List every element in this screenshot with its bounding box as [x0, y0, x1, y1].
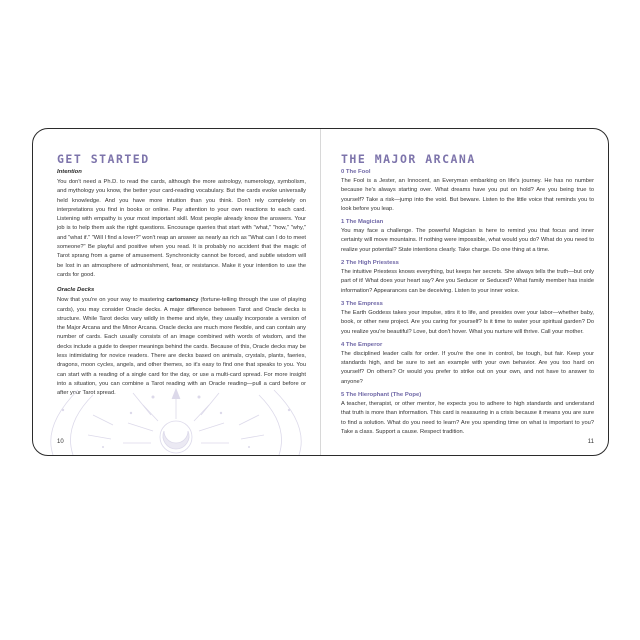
- oracle-decks-paragraph: [57, 296, 306, 398]
- arcana-entry-body: A teacher, therapist, or other mentor, he expects you to adhere to high standards and understand that truth is more than information. This card is reassuring in a crisis because it means you are sure to find a solution. What do you need to learn? Are you spending time on what is important to you? Take a class. Support a cause. Respect tradition.: [341, 401, 594, 435]
- oracle-text-end: (fortune-telling through the use of playing cards), you may consider Oracle decks. A major difference between Tarot and Oracle decks is structure. While Tarot decks vary wildly in theme and style, they usually incorporate a version of the Major Arcana and the Minor Arcana. Oracle decks are much more flexible, and can contain any number of cards. Each usually consists of an image combined with words of wisdom, and the decks include a guide to deeper meanings behind the cards. Because of this, Oracle decks may be less intimidating for novice readers. There are decks based on animals, crystals, plants, faeries, dragons, moon cycles, angels, and other themes, so it's easy to find one that speaks to you. You can start with a reading of a single card for the day, or use a multi-card spread. For more insight into a situation, you can combine a Tarot reading with an Oracle reading—pull a card before or after your Tarot spread.: [57, 297, 306, 397]
- oracle-decks-subheading: Oracle Decks: [57, 287, 95, 294]
- left-page: [33, 129, 320, 455]
- arcana-entry-body: You may face a challenge. The powerful Magician is here to remind you that focus and inner certainty will move mountains. If nothing were impossible, what would you do? What do you need to realize your potential? State intentions clearly. Take charge. Do one thing at a time.: [341, 228, 594, 253]
- celestial-decoration-icon: [33, 385, 320, 455]
- arcana-entry: [341, 218, 594, 255]
- cartomancy-term: cartomancy: [166, 297, 199, 304]
- arcana-entry-body: The Earth Goddess takes your impulse, stirs it to life, and presides over your labor—whether baby, book, or other new project. Are you caring for yourself? Is it time to water your spiritual garden? Do you realize you're beautiful? Love, but don't hover. What you nurture will thrive. Call your mother.: [341, 309, 594, 335]
- intention-subheading: Intention: [57, 169, 82, 175]
- arcana-entry: [341, 341, 594, 387]
- arcana-entry: [341, 259, 594, 296]
- arcana-entry-title: 2 The High Priestess: [341, 260, 399, 267]
- left-page-heading: GET STARTED: [57, 152, 150, 166]
- arcana-entry-title: 1 The Magician: [341, 219, 384, 226]
- arcana-entry-title: 0 The Fool: [341, 169, 371, 175]
- page-number-left: 10: [57, 439, 64, 445]
- arcana-entry: [341, 168, 594, 214]
- right-page: [321, 129, 608, 455]
- arcana-entry: [341, 300, 594, 337]
- right-page-heading: THE MAJOR ARCANA: [341, 152, 476, 166]
- arcana-entry-body: The disciplined leader calls for order. If you're the one in control, be tough, but fair. Keep your standards high, and be sure to set an example with your own behavior. Are you too hard on yourself? On others? Or would you prefer to strike out on your own, and not have to answer to anyone?: [341, 350, 594, 385]
- arcana-entry-title: 5 The Hierophant (The Pope): [341, 392, 422, 399]
- arcana-entry-body: The Fool is a Jester, an Innocent, an Everyman embarking on life's journey. He has no number because he's always starting over. What dreams have you put on hold? Are you being true to yourself? Take a risk—jump into the void. But beware. Listen to the little voice that reminds you to look before you leap.: [341, 178, 594, 212]
- book-spread: [32, 128, 609, 456]
- arcana-entry-title: 3 The Empress: [341, 300, 383, 307]
- page-number-right: 11: [587, 439, 594, 445]
- arcana-entry-title: 4 The Emperor: [341, 341, 383, 348]
- arcana-entry: [341, 391, 594, 437]
- oracle-text-start: Now that you're on your way to mastering: [57, 297, 167, 304]
- intention-paragraph: You don't need a Ph.D. to read the cards, although the more astrology, numerology, symbolism, and mythology you know, the better your card-reading vocabulary. But the cards evoke universally held knowledge. And you have more intuition than you think. Don't rely completely on interpretations you find in books or online. Pay attention to your own reactions to each card. Listening with empathy is your most important skill. Most people already know the answers. Your job is to help them ask the right questions. Encourage queries that start with "what," "how," "why," and "what if." "Will I find a lover?" won't reap an answer as nearly as rich as "What can I do to meet someone?" Be playful and positive when you read. It is probably no accident that the magic of Tarot sprang from a game of amusement. Synchronicity cannot be forced, and subtle wisdom will be lost in an atmosphere of admonishment, fear, or resistance. Make it your intention to use the cards for good.: [57, 179, 306, 278]
- arcana-entry-body: The intuitive Priestess knows everything, but keeps her secrets. She always tells the truth—but only part of it! What does your heart say? Are you Seducer or Seduced? What family member has inside information? Appearances can be deceiving. Listen to your inner voice.: [341, 269, 594, 294]
